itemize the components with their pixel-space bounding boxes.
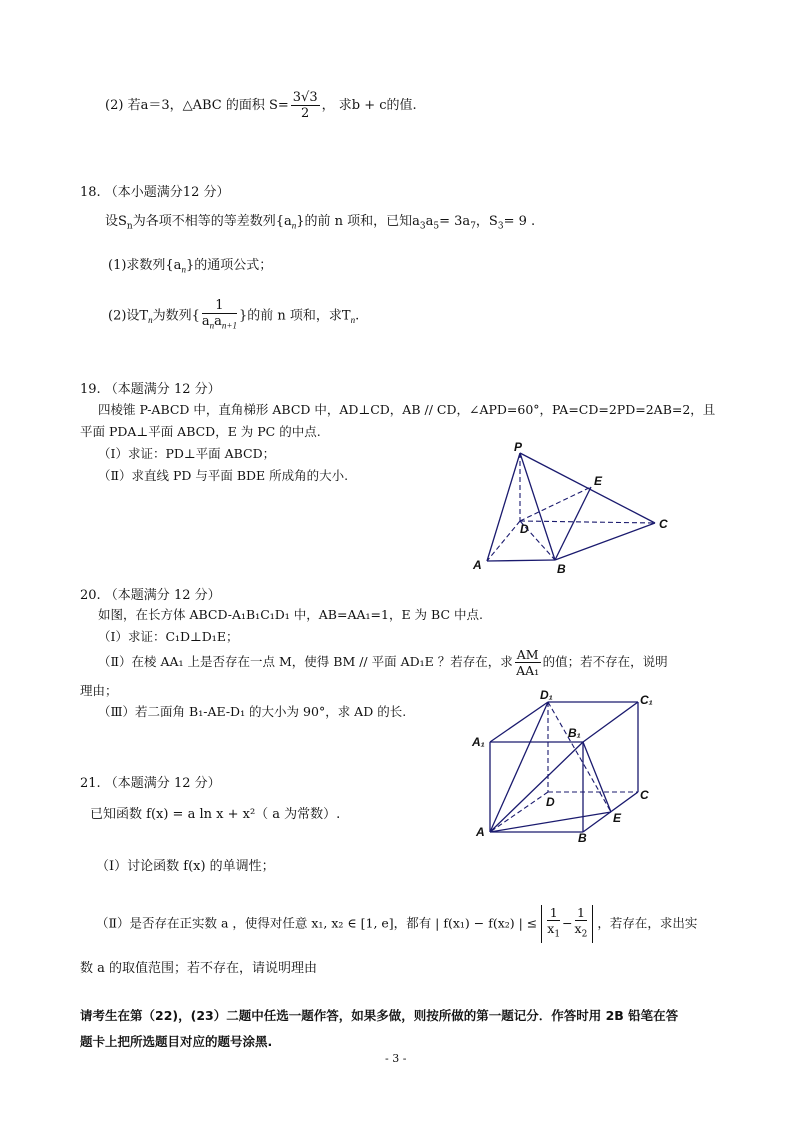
q17-part2: (2) 若a＝3，△ABC 的面积 S= $\frac{3√3}{2}$ ， 求b + c的值. <box>105 90 417 121</box>
q18-header: 18. （本小题满分12 分） <box>80 185 230 200</box>
label-A: A <box>473 558 482 572</box>
area-fraction: $\frac{3√3}{2}$ <box>292 90 318 121</box>
q21-part1: （Ⅰ）讨论函数 f(x) 的单调性； <box>96 859 275 874</box>
label-C1: C₁ <box>640 693 653 707</box>
label-D: D <box>546 795 555 809</box>
label-D1: D₁ <box>540 688 553 702</box>
label-B1: B₁ <box>568 726 581 740</box>
reciprocal-diff: $\frac{1}{x_1}$ − $\frac{1}{x_2}$ <box>541 905 593 943</box>
q21-stem: 已知函数 f(x) = a ln x + x²（ a 为常数）. <box>90 807 341 822</box>
label-A1: A₁ <box>472 735 485 749</box>
q20-part2-cont: 理由； <box>80 683 118 698</box>
q20-header: 20. （本题满分 12 分） <box>80 588 221 603</box>
reciprocal-fraction: $\frac{1}{a_na_{n+1}}$ <box>201 298 237 331</box>
label-C: C <box>640 788 649 802</box>
q20-part3: （Ⅲ）若二面角 B₁-AE-D₁ 的大小为 90°，求 AD 的长. <box>98 704 407 719</box>
label-P: P <box>514 440 523 454</box>
label-E: E <box>594 474 603 488</box>
label-B: B <box>557 562 566 575</box>
label-A: A <box>476 825 485 839</box>
am-ratio-fraction: $\frac{AM}{\text{AA₁}}$ <box>516 647 540 678</box>
q19-part2: （Ⅱ）求直线 PD 与平面 BDE 所成角的大小. <box>98 468 349 483</box>
instruction-line2: 题卡上把所选题目对应的题号涂黑. <box>80 1034 273 1049</box>
q20-part1: （Ⅰ）求证：C₁D⊥D₁E； <box>98 629 239 644</box>
page-number: - 3 - <box>385 1052 407 1065</box>
q19-line2: 平面 PDA⊥平面 ABCD，E 为 PC 的中点. <box>80 424 321 439</box>
instruction-line1: 请考生在第（22)，(23）二题中任选一题作答，如果多做，则按所做的第一题记分．作答时用 2B 铅笔在答 <box>80 1008 679 1023</box>
q18-part1: (1)求数列$\{a_n\}$的通项公式； <box>108 258 273 275</box>
q20-line1: 如图，在长方体 ABCD-A₁B₁C₁D₁ 中，AB=AA₁=1，E 为 BC 中点. <box>98 607 483 622</box>
label-E: E <box>613 811 622 825</box>
q20-part2: （Ⅱ）在棱 AA₁ 上是否存在一点 M，使得 BM // 平面 AD₁E ？若存在，求 $\frac{AM}{\text{AA₁}}$ 的值；若不存在，说明 <box>98 647 668 678</box>
label-B: B <box>578 831 587 844</box>
q19-header: 19. （本题满分 12 分） <box>80 382 221 397</box>
q21-header: 21. （本题满分 12 分） <box>80 776 221 791</box>
q21-part2-cont: 数 a 的取值范围；若不存在，请说明理由 <box>80 961 318 976</box>
label-C: C <box>659 517 668 531</box>
q19-part1: （Ⅰ）求证：PD⊥平面 ABCD； <box>98 446 276 461</box>
pyramid-figure <box>460 435 680 575</box>
q21-part2: （Ⅱ）是否存在正实数 a ，使得对任意 x₁, x₂ ∈ [1, e]，都有 | f(x₁) − f(x₂) | ≤ $\frac{1}{x_1}$ − $\frac{1}{x_2}$ ，若存在，求出实 <box>96 905 697 943</box>
q18-part2: (2)设$T_n$为数列{ $\frac{1}{a_na_{n+1}}$ }的前 n 项和，求$T_n$. <box>108 298 359 334</box>
q18-stem: 设$S_n$为各项不相等的等差数列$\{a_n\}$的前 n 项和，已知$a_3a_5= 3a_7$，$S_3= 9$ . <box>105 214 536 232</box>
cuboid-figure <box>468 684 668 844</box>
label-D: D <box>520 522 529 536</box>
q19-line1: 四棱锥 P-ABCD 中，直角梯形 ABCD 中，AD⊥CD，AB // CD，∠APD=60°，PA=CD=2PD=2AB=2，且 <box>98 402 716 417</box>
